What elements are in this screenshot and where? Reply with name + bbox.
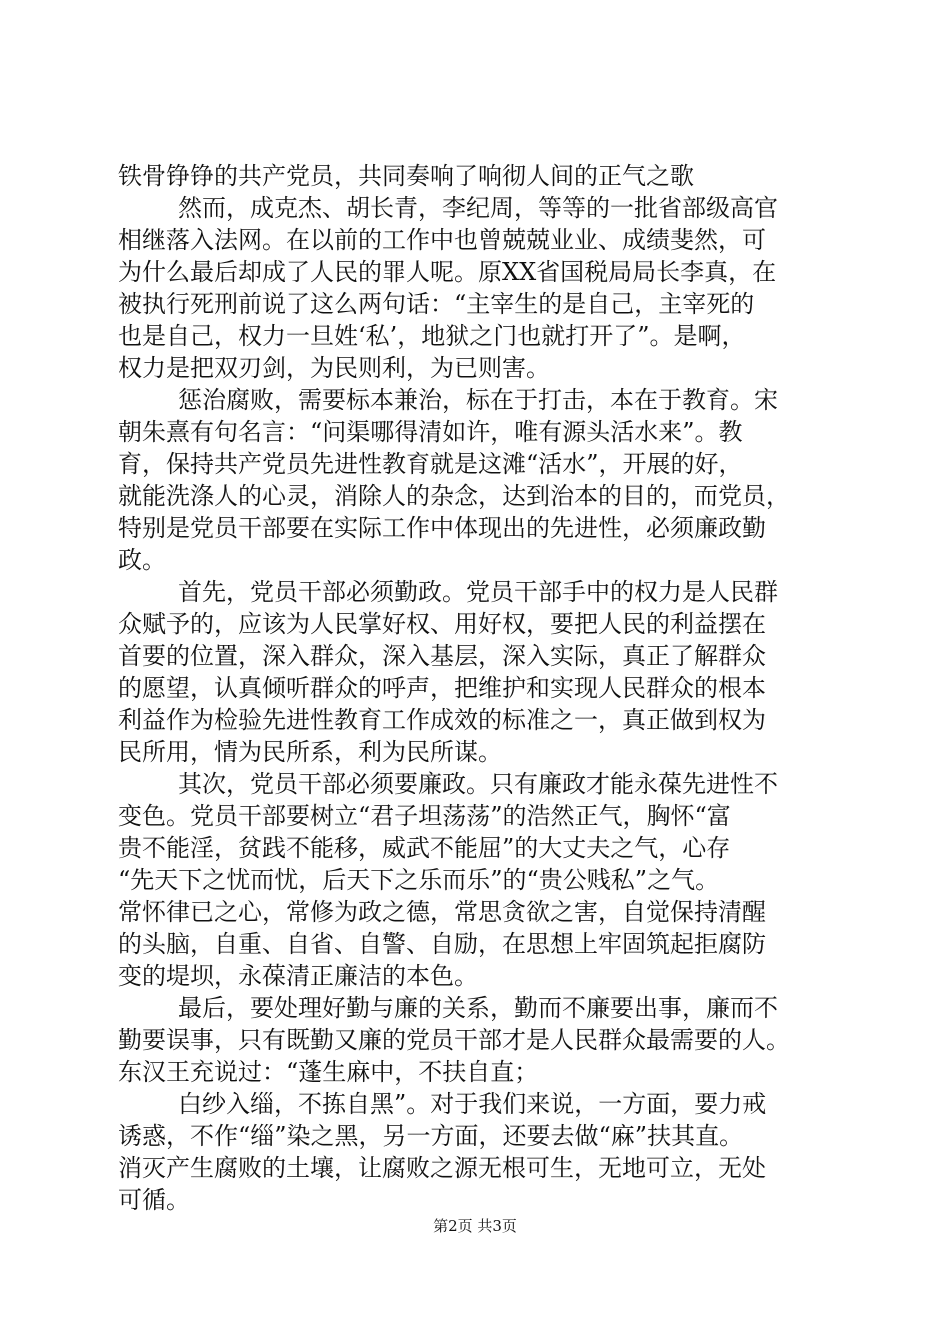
text-line: “先天下之忧而忧，后天下之乐而乐”的“贵公贱私”之气。 <box>118 866 720 894</box>
paragraph-first-line: 首先，党员干部必须勤政。党员干部手中的权力是人民群 <box>178 578 778 606</box>
text-line: 消灭产生腐败的土壤，让腐败之源无根可生，无地可立，无处 <box>118 1154 766 1182</box>
text-line: 朝朱熹有句名言：“问渠哪得清如许，唯有源头活水来”。教 <box>118 418 743 446</box>
text-line: 勤要误事，只有既勤又廉的党员干部才是人民群众最需要的人。 <box>118 1026 790 1054</box>
text-line: 政。 <box>118 546 166 574</box>
text-line: 诱惑，不作“缁”染之黑，另一方面，还要去做“麻”扶其直。 <box>118 1122 744 1150</box>
paragraph-first-line: 白纱入缁，不拣自黑”。对于我们来说，一方面，要力戒 <box>178 1090 767 1118</box>
paragraph-first-line: 然而，成克杰、胡长青，李纪周，等等的一批省部级高官 <box>178 194 778 222</box>
page-footer: 第2页 共3页 <box>433 1217 517 1235</box>
text-line: 众赋予的，应该为人民掌好权、用好权，要把人民的利益摆在 <box>118 610 766 638</box>
paragraph-first-line: 惩治腐败，需要标本兼治，标在于打击，本在于教育。宋 <box>178 386 778 414</box>
text-line: 相继落入法网。在以前的工作中也曾兢兢业业、成绩斐然，可 <box>118 226 766 254</box>
text-line: 就能洗涤人的心灵，消除人的杂念，达到治本的目的，而党员， <box>118 482 790 510</box>
text-line: 为什么最后却成了人民的罪人呢。原XX省国税局局长李真，在 <box>118 258 777 286</box>
text-line: 可循。 <box>118 1186 190 1214</box>
text-line: 首要的位置，深入群众，深入基层，深入实际，真正了解群众 <box>118 642 766 670</box>
text-line: 铁骨铮铮的共产党员，共同奏响了响彻人间的正气之歌 <box>118 162 694 190</box>
text-line: 特别是党员干部要在实际工作中体现出的先进性，必须廉政勤 <box>118 514 766 542</box>
paragraph-first-line: 最后，要处理好勤与廉的关系，勤而不廉要出事，廉而不 <box>178 994 778 1022</box>
text-line: 变色。党员干部要树立“君子坦荡荡”的浩然正气，胸怀“富 <box>118 802 731 830</box>
text-line: 被执行死刑前说了这么两句话：“主宰生的是自己，主宰死的 <box>118 290 755 318</box>
text-line: 的愿望，认真倾听群众的呼声，把维护和实现人民群众的根本 <box>118 674 766 702</box>
text-line: 民所用，情为民所系，利为民所谋。 <box>118 738 502 766</box>
text-line: 育，保持共产党员先进性教育就是这滩“活水”，开展的好， <box>118 450 743 478</box>
paragraph-first-line: 其次，党员干部必须要廉政。只有廉政才能永葆先进性不 <box>178 770 778 798</box>
document-body <box>118 160 832 1216</box>
text-line: 利益作为检验先进性教育工作成效的标准之一，真正做到权为 <box>118 706 766 734</box>
text-line: 东汉王充说过：“蓬生麻中，不扶自直； <box>118 1058 539 1086</box>
text-line: 变的堤坝，永葆清正廉洁的本色。 <box>118 962 478 990</box>
text-line: 的头脑，自重、自省、自警、自励，在思想上牢固筑起拒腐防 <box>118 930 766 958</box>
text-line: 常怀律已之心，常修为政之德，常思贪欲之害，自觉保持清醒 <box>118 898 766 926</box>
text-line: 权力是把双刃剑，为民则利，为已则害。 <box>118 354 550 382</box>
text-line: 也是自己，权力一旦姓‘私’，地狱之门也就打开了”。是啊， <box>118 322 746 350</box>
text-line: 贵不能淫，贫践不能移，威武不能屈”的大丈夫之气，心存 <box>118 834 731 862</box>
